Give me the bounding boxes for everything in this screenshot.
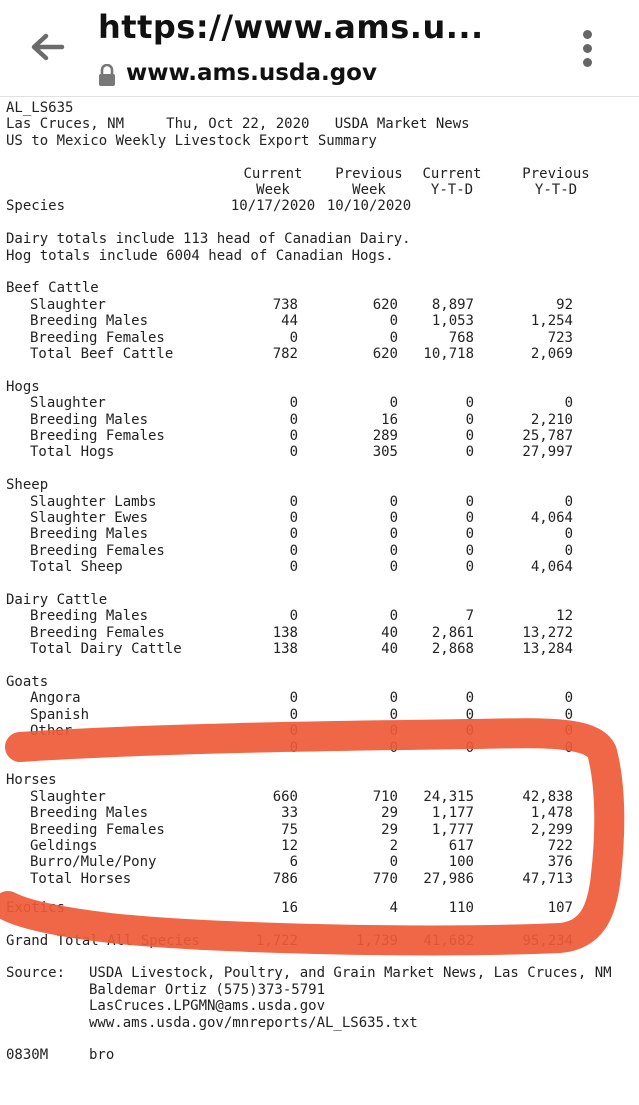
row-value: 0: [465, 526, 474, 543]
row-value: 7: [465, 608, 474, 625]
row-value: 0: [289, 395, 298, 412]
row-value: 44: [281, 313, 298, 330]
row-value: 40: [381, 624, 398, 641]
row-value: 2,069: [530, 346, 573, 362]
col-previous-ytd: Previous Y-T-D: [522, 165, 590, 198]
row-value: 1,478: [530, 805, 573, 822]
row-value: 0: [465, 444, 474, 461]
row-label: Breeding Females: [30, 428, 165, 444]
exotics-value: 4: [389, 899, 398, 916]
row-value: 2: [389, 838, 398, 854]
source-email[interactable]: LasCruces.LPGMN@ams.usda.gov: [89, 998, 326, 1015]
grand-total-value: 41,682: [423, 932, 474, 949]
note-hogs: Hog totals include 6004 head of Canadian Hogs.: [6, 247, 394, 264]
row-value: 0: [465, 428, 474, 444]
row-label: Slaughter: [30, 788, 106, 805]
report-code: AL_LS635: [6, 100, 74, 116]
row-value: 0: [389, 559, 398, 576]
row-label: Breeding Males: [30, 526, 149, 543]
row-value: 13,272: [522, 624, 573, 641]
row-value: 25,787: [522, 428, 573, 444]
row-value: 0: [289, 542, 298, 559]
row-label: Burro/Mule/Pony: [30, 854, 157, 871]
row-value: 0: [389, 854, 398, 871]
row-value: 138: [272, 641, 298, 658]
row-value: 1,177: [431, 805, 474, 822]
row-label: Breeding Females: [30, 624, 165, 641]
grand-total-value: 1,739: [355, 932, 398, 949]
row-value: 4,064: [530, 510, 573, 526]
grand-total-value: 95,234: [522, 932, 573, 949]
report-document: [0, 96, 639, 1105]
section-title: Goats: [6, 674, 49, 690]
row-value: 0: [289, 608, 298, 625]
page-domain[interactable]: www.ams.usda.gov: [126, 60, 377, 86]
row-value: 738: [272, 296, 298, 313]
row-value: 13,284: [522, 641, 573, 658]
row-value: 660: [272, 788, 298, 805]
row-value: 376: [547, 854, 573, 871]
source-label: Source:: [6, 965, 66, 982]
row-value: 0: [389, 706, 398, 723]
report-title: US to Mexico Weekly Livestock Export Summary: [6, 132, 377, 149]
grand-total-label: Grand Total All Species: [6, 932, 200, 949]
row-value: 0: [289, 690, 298, 707]
row-label: Breeding Females: [30, 329, 165, 346]
row-value: 0: [564, 526, 573, 543]
row-value: 10,718: [423, 346, 474, 362]
exotics-label: Exotics: [6, 899, 66, 916]
row-value: 2,861: [431, 624, 474, 641]
row-value: 2,299: [530, 821, 573, 838]
col-previous-week: Previous Week 10/10/2020: [326, 165, 412, 215]
section-title: Sheep: [6, 477, 49, 494]
row-value: 0: [389, 329, 398, 346]
row-value: 6: [289, 854, 298, 871]
row-value: 0: [465, 493, 474, 510]
row-value: 0: [389, 510, 398, 526]
row-label: Total Beef Cattle: [30, 346, 174, 362]
section-title: Beef Cattle: [6, 280, 99, 297]
row-value: 0: [564, 739, 573, 756]
section-title: Dairy Cattle: [6, 592, 108, 608]
row-label: Breeding Males: [30, 805, 149, 822]
row-value: 29: [381, 821, 398, 838]
section-title: Horses: [6, 772, 57, 789]
row-label: Other: [30, 723, 73, 740]
browser-toolbar: [0, 0, 639, 97]
row-value: 47,713: [522, 870, 573, 887]
row-label: Breeding Males: [30, 411, 149, 428]
row-value: 42,838: [522, 788, 573, 805]
row-value: 0: [564, 690, 573, 707]
col-current-week: Current Week 10/17/2020: [230, 165, 316, 215]
row-value: 0: [289, 559, 298, 576]
row-label: Slaughter: [30, 395, 106, 412]
row-value: 0: [289, 329, 298, 346]
source-url[interactable]: www.ams.usda.gov/mnreports/AL_LS635.txt: [89, 1014, 418, 1031]
row-value: 1,777: [431, 821, 474, 838]
row-value: 0: [564, 706, 573, 723]
footer-user: bro: [89, 1047, 115, 1064]
row-value: 0: [289, 706, 298, 723]
source-line: Baldemar Ortiz (575)373-5791: [89, 981, 326, 998]
row-value: 1,254: [530, 313, 573, 330]
row-label: Total Horses: [30, 870, 132, 887]
row-label: Total Dairy Cattle: [30, 641, 182, 658]
row-value: 0: [465, 559, 474, 576]
row-value: 0: [289, 428, 298, 444]
row-label: Spanish: [30, 706, 90, 723]
row-value: 0: [389, 395, 398, 412]
row-value: 0: [465, 542, 474, 559]
row-value: 0: [564, 395, 573, 412]
row-label: Breeding Males: [30, 608, 149, 625]
row-value: 0: [289, 493, 298, 510]
row-label: Breeding Females: [30, 542, 165, 559]
row-value: 0: [465, 723, 474, 740]
note-dairy: Dairy totals include 113 head of Canadian Dairy.: [6, 231, 411, 248]
row-value: 786: [272, 870, 298, 887]
row-value: 620: [372, 346, 398, 362]
row-value: 0: [289, 739, 298, 756]
row-label: Slaughter Ewes: [30, 510, 149, 526]
footer-code: 0830M: [6, 1047, 49, 1064]
row-value: 768: [448, 329, 474, 346]
row-value: 0: [289, 444, 298, 461]
row-value: 8,897: [431, 296, 474, 313]
row-value: 75: [281, 821, 298, 838]
row-value: 305: [372, 444, 398, 461]
row-label: Angora: [30, 690, 81, 707]
row-value: 138: [272, 624, 298, 641]
row-value: 1,053: [431, 313, 474, 330]
exotics-value: 16: [281, 899, 298, 916]
exotics-value: 110: [448, 899, 474, 916]
back-arrow-icon[interactable]: [28, 28, 66, 66]
row-value: 4,064: [530, 559, 573, 576]
row-value: 0: [389, 739, 398, 756]
row-value: 12: [281, 838, 298, 854]
row-value: 24,315: [423, 788, 474, 805]
row-value: 710: [372, 788, 398, 805]
row-value: 617: [448, 838, 474, 854]
row-label: Breeding Males: [30, 313, 149, 330]
page-url-title[interactable]: https://www.ams.u...: [98, 8, 484, 46]
row-value: 40: [381, 641, 398, 658]
row-value: 0: [389, 493, 398, 510]
row-value: 0: [465, 395, 474, 412]
row-value: 92: [556, 296, 573, 313]
row-value: 0: [389, 313, 398, 330]
row-value: 2,868: [431, 641, 474, 658]
row-label: Geldings: [30, 838, 98, 854]
row-value: 782: [272, 346, 298, 362]
row-value: 770: [372, 870, 398, 887]
row-value: 723: [547, 329, 573, 346]
row-label: Breeding Females: [30, 821, 165, 838]
exotics-value: 107: [547, 899, 573, 916]
row-value: 722: [547, 838, 573, 854]
row-value: 0: [465, 739, 474, 756]
row-value: 2,210: [530, 411, 573, 428]
row-value: 12: [556, 608, 573, 625]
row-value: 0: [389, 526, 398, 543]
report-location: Las Cruces, NM Thu, Oct 22, 2020 USDA Market News: [6, 116, 470, 133]
grand-total-value: 1,722: [255, 932, 298, 949]
row-value: 29: [381, 805, 398, 822]
row-label: Slaughter: [30, 296, 106, 313]
row-value: 100: [448, 854, 474, 871]
row-value: 0: [465, 411, 474, 428]
row-value: 0: [465, 690, 474, 707]
row-value: 0: [289, 510, 298, 526]
lock-icon: [97, 64, 117, 86]
row-value: 0: [389, 542, 398, 559]
row-label: Total Sheep: [30, 559, 123, 576]
row-value: 0: [465, 706, 474, 723]
row-value: 0: [289, 526, 298, 543]
col-species: Species: [6, 198, 66, 215]
source-line: USDA Livestock, Poultry, and Grain Market News, Las Cruces, NM: [89, 965, 612, 982]
row-value: 0: [389, 690, 398, 707]
more-vert-icon[interactable]: [578, 30, 598, 68]
row-value: 0: [289, 723, 298, 740]
row-value: 289: [372, 428, 398, 444]
row-value: 0: [564, 493, 573, 510]
row-label: Slaughter Lambs: [30, 493, 157, 510]
row-value: 27,997: [522, 444, 573, 461]
section-title: Hogs: [6, 378, 40, 395]
row-value: 27,986: [423, 870, 474, 887]
row-value: 33: [281, 805, 298, 822]
row-value: 0: [289, 411, 298, 428]
row-label: Total Hogs: [30, 444, 115, 461]
row-value: 0: [564, 723, 573, 740]
row-value: 0: [389, 608, 398, 625]
row-value: 16: [381, 411, 398, 428]
row-value: 0: [564, 542, 573, 559]
row-value: 0: [465, 510, 474, 526]
row-value: 0: [389, 723, 398, 740]
col-current-ytd: Current Y-T-D: [422, 165, 482, 198]
row-value: 620: [372, 296, 398, 313]
